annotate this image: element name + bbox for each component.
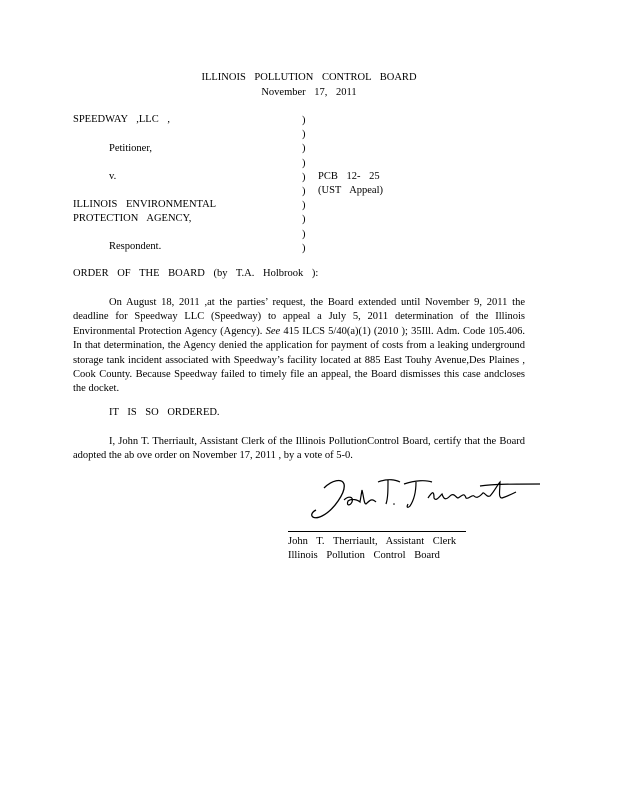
so-ordered: IT IS SO ORDERED. [109, 407, 220, 418]
case-type: (UST Appeal) [318, 185, 384, 196]
respondent-line-1: ILLINOIS ENVIRONMENTAL [73, 199, 217, 210]
order-text-part-2: 415 ILCS 5/40(a)(1) (2010 ); 35Ill. Adm. Code 105.406. In that determination, the Agency denied the application for payment of costs from a leaking underground storage tank incident associated with Speedway’s facility located at 885 East Touhy Avenue,Des Plaines , Cook County. Because Speedway failed to timely file an appeal, the Board dismisses this case andcloses the docket. [73, 325, 526, 395]
petitioner-name: SPEEDWAY ,LLC , [73, 114, 170, 125]
signature-line [288, 531, 466, 532]
handwritten-signature [304, 470, 544, 532]
order-date: November 17, 2011 [261, 87, 357, 98]
board-title: ILLINOIS POLLUTION CONTROL BOARD [201, 72, 417, 83]
order-heading: ORDER OF THE BOARD (by T.A. Holbrook ): [73, 268, 319, 279]
certification-paragraph: I, John T. Therriault, Assistant Clerk of the Illinois PollutionControl Board, certify that the Board adopted the ab ove order on November 17, 2011 , by a vote of 5-0. [73, 436, 525, 462]
signer-organization: Illinois Pollution Control Board [288, 550, 440, 561]
respondent-role: Respondent. [109, 241, 162, 252]
caption-parentheses: ) ) ) ) ) ) ) ) ) ) [302, 115, 306, 254]
petitioner-role: Petitioner, [109, 143, 153, 154]
respondent-line-2: PROTECTION AGENCY, [73, 213, 192, 224]
see-signal: See [265, 325, 281, 337]
order-paragraph [73, 296, 525, 397]
order-text-part-1: On August 18, 2011 ,at the parties’ request, the Board extended until November 9, 2011 the deadline for Speedway LLC (Speedway) to appeal a July 5, 2011 determination of the Illinois Environmental Protection Agency (Agency). [73, 297, 525, 337]
versus-label: v. [109, 171, 117, 182]
signer-name-title: John T. Therriault, Assistant Clerk [288, 536, 457, 547]
case-number: PCB 12- 25 [318, 171, 380, 182]
